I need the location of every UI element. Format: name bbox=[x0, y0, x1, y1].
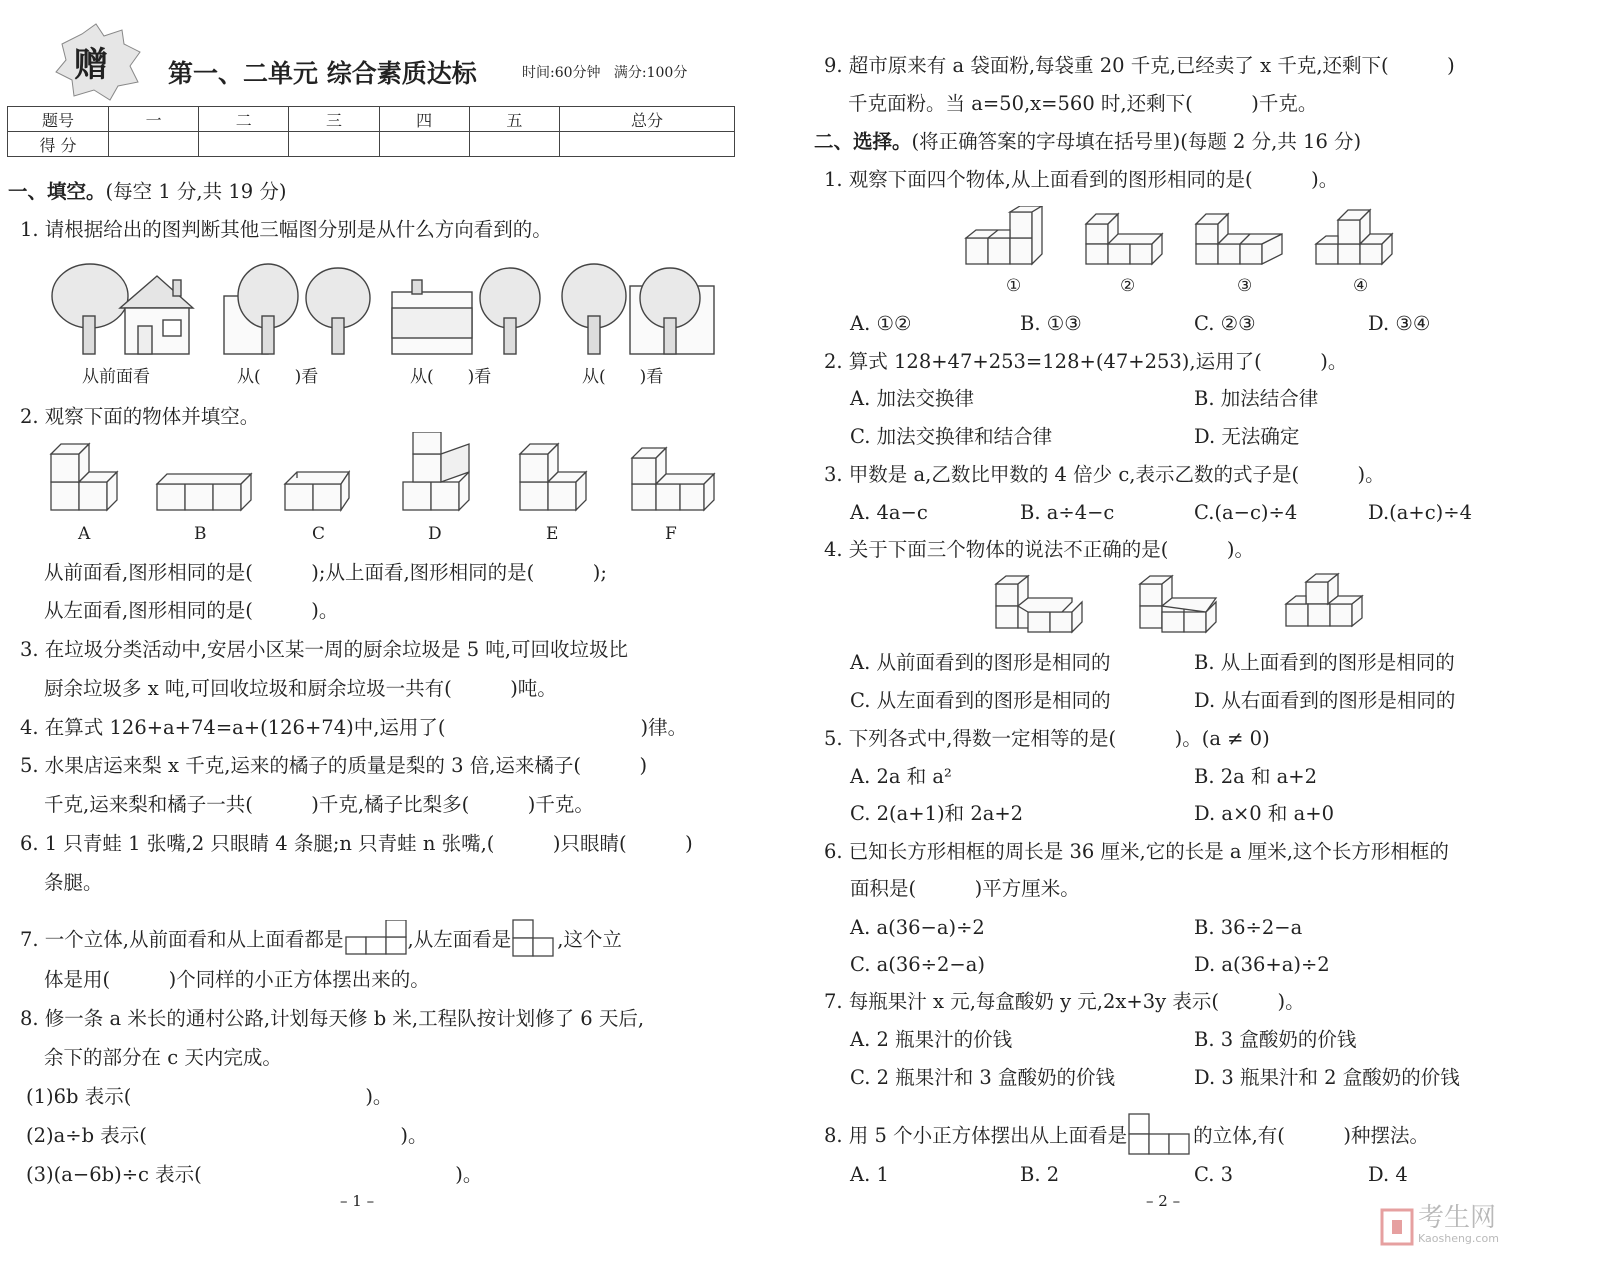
q5-line-1: 5. 水果店运来梨 x 千克,运来的橘子的质量是梨的 3 倍,运来橘子( ) bbox=[20, 754, 648, 777]
q8-line-1: 8. 修一条 a 米长的通村公路,计划每天修 b 米,工程队按计划修了 6 天后, bbox=[20, 1007, 645, 1030]
option[interactable]: D. a(36+a)÷2 bbox=[1194, 953, 1330, 976]
option[interactable]: D. a×0 和 a+0 bbox=[1194, 802, 1334, 825]
score-header-cell: 三 bbox=[289, 107, 379, 132]
option[interactable]: C. a(36÷2−a) bbox=[850, 953, 985, 976]
q7-text-b: ,从左面看是 bbox=[407, 928, 512, 951]
choice-8 bbox=[824, 1112, 1429, 1156]
option[interactable]: B. 2a 和 a+2 bbox=[1194, 765, 1318, 788]
watermark bbox=[1418, 1204, 1499, 1245]
choice-3: 3. 甲数是 a,乙数比甲数的 4 倍少 c,表示乙数的式子是( )。 bbox=[824, 463, 1385, 486]
q8-sub-2: (2)a÷b 表示( )。 bbox=[26, 1124, 428, 1147]
option[interactable]: C. 加法交换律和结合律 bbox=[850, 425, 1053, 448]
q3-line-2: 厨余垃圾多 x 吨,可回收垃圾和厨余垃圾一共有( )吨。 bbox=[44, 677, 557, 700]
option[interactable]: B. 36÷2−a bbox=[1194, 916, 1303, 939]
page-left bbox=[0, 0, 745, 1263]
c1-cube-figures bbox=[960, 206, 1420, 270]
section-2-heading bbox=[814, 129, 1361, 155]
option[interactable]: A. 2 瓶果汁的价钱 bbox=[850, 1028, 1013, 1051]
option[interactable]: B. 加法结合律 bbox=[1194, 387, 1319, 410]
option[interactable]: D. ③④ bbox=[1368, 312, 1431, 335]
option[interactable]: B. 从上面看到的图形是相同的 bbox=[1194, 651, 1455, 674]
q8-sub-1: (1)6b 表示( )。 bbox=[26, 1085, 393, 1108]
q8-line-2: 余下的部分在 c 天内完成。 bbox=[44, 1046, 282, 1069]
option[interactable]: A. 4a−c bbox=[850, 501, 928, 524]
option[interactable]: C. 2 瓶果汁和 3 盒酸奶的价钱 bbox=[850, 1066, 1116, 1089]
score-cell[interactable] bbox=[469, 132, 559, 157]
option[interactable]: D. 4 bbox=[1368, 1163, 1408, 1186]
q1-caption: 从前面看 bbox=[82, 367, 150, 387]
c1-figure-label: ④ bbox=[1353, 276, 1369, 296]
option[interactable]: A. 从前面看到的图形是相同的 bbox=[850, 651, 1111, 674]
score-header-cell: 一 bbox=[109, 107, 199, 132]
score-header-cell: 总分 bbox=[559, 107, 734, 132]
q1-caption: 从( )看 bbox=[410, 367, 492, 387]
section-1-title: 一、填空。 bbox=[8, 180, 106, 203]
exam-full-score: 满分:100分 bbox=[613, 65, 688, 81]
q2-cube-figures bbox=[45, 432, 725, 520]
q8-sub-3: (3)(a−6b)÷c 表示( )。 bbox=[26, 1163, 483, 1186]
q7-left-view-icon bbox=[511, 918, 557, 958]
section-2-title: 二、选择。 bbox=[814, 130, 912, 153]
score-cell[interactable] bbox=[199, 132, 289, 157]
exam-meta bbox=[522, 62, 687, 82]
option[interactable]: C.(a−c)÷4 bbox=[1194, 501, 1298, 524]
q1-scene-figures bbox=[45, 258, 725, 360]
option[interactable]: C. 3 bbox=[1194, 1163, 1234, 1186]
score-header-cell: 四 bbox=[379, 107, 469, 132]
option[interactable]: D.(a+c)÷4 bbox=[1368, 501, 1472, 524]
option[interactable]: B. 2 bbox=[1020, 1163, 1060, 1186]
section-1-note: (每空 1 分,共 19 分) bbox=[105, 180, 287, 203]
option[interactable]: D. 3 瓶果汁和 2 盒酸奶的价钱 bbox=[1194, 1066, 1460, 1089]
q9-line-1: 9. 超市原来有 a 袋面粉,每袋重 20 千克,已经卖了 x 千克,还剩下( ) bbox=[824, 54, 1455, 77]
q7-line-2: 体是用( )个同样的小正方体摆出来的。 bbox=[44, 968, 430, 991]
q7-line-1 bbox=[20, 918, 622, 958]
q5-line-2: 千克,运来梨和橘子一共( )千克,橘子比梨多( )千克。 bbox=[44, 793, 594, 816]
q2-figure-label: C bbox=[312, 524, 326, 544]
watermark-en: Kaosheng.com bbox=[1418, 1232, 1499, 1245]
question-4: 4. 在算式 126+a+74=a+(126+74)中,运用了( )律。 bbox=[20, 716, 688, 739]
page-number: – 2 – bbox=[1146, 1192, 1181, 1210]
option[interactable]: B. ①③ bbox=[1020, 312, 1082, 335]
q9-line-2: 千克面粉。当 a=50,x=560 时,还剩下( )千克。 bbox=[848, 92, 1318, 115]
score-table-row bbox=[8, 132, 735, 157]
option[interactable]: C. 2(a+1)和 2a+2 bbox=[850, 802, 1024, 825]
house-icon bbox=[120, 276, 193, 354]
page-title: 第一、二单元 综合素质达标 bbox=[168, 59, 477, 88]
option[interactable]: A. 加法交换律 bbox=[850, 387, 974, 410]
q7-text-c: ,这个立 bbox=[557, 928, 622, 951]
option[interactable]: B. 3 盒酸奶的价钱 bbox=[1194, 1028, 1357, 1051]
exam-time: 时间:60分钟 bbox=[522, 65, 601, 81]
q2-figure-label: F bbox=[665, 524, 677, 544]
c8-top-view-icon bbox=[1127, 1112, 1193, 1156]
q2-line-2: 从左面看,图形相同的是( )。 bbox=[44, 599, 339, 622]
option[interactable]: D. 无法确定 bbox=[1194, 425, 1300, 448]
score-header-cell: 题号 bbox=[8, 107, 109, 132]
c1-figure-label: ③ bbox=[1237, 276, 1253, 296]
watermark-cn: 考生网 bbox=[1418, 1203, 1497, 1233]
option[interactable]: C. ②③ bbox=[1194, 312, 1256, 335]
choice-1: 1. 观察下面四个物体,从上面看到的图形相同的是( )。 bbox=[824, 168, 1339, 191]
score-table-header bbox=[8, 107, 735, 132]
q2-figure-label: E bbox=[546, 524, 559, 544]
q2-figure-label: D bbox=[428, 524, 442, 544]
gift-badge-icon bbox=[52, 22, 142, 102]
option[interactable]: A. ①② bbox=[850, 312, 912, 335]
score-header-cell: 二 bbox=[199, 107, 289, 132]
score-cell[interactable] bbox=[559, 132, 734, 157]
c6-line-2: 面积是( )平方厘米。 bbox=[850, 877, 1080, 900]
q2-figure-label: A bbox=[78, 524, 91, 544]
question-2: 2. 观察下面的物体并填空。 bbox=[20, 405, 260, 428]
q6-line-2: 条腿。 bbox=[44, 871, 103, 894]
c8-text-a: 8. 用 5 个小正方体摆出从上面看是 bbox=[824, 1124, 1128, 1147]
question-1: 1. 请根据给出的图判断其他三幅图分别是从什么方向看到的。 bbox=[20, 218, 552, 241]
q2-figure-label: B bbox=[194, 524, 207, 544]
score-cell[interactable] bbox=[379, 132, 469, 157]
q6-line-1: 6. 1 只青蛙 1 张嘴,2 只眼睛 4 条腿;n 只青蛙 n 张嘴,( )只眼睛( ) bbox=[20, 832, 693, 855]
c6-line-1: 6. 已知长方形相框的周长是 36 厘米,它的长是 a 厘米,这个长方形相框的 bbox=[824, 840, 1449, 863]
page-right bbox=[810, 0, 1600, 1263]
q2-line-1: 从前面看,图形相同的是( );从上面看,图形相同的是( ); bbox=[44, 561, 607, 584]
badge-text: 赠 bbox=[74, 45, 108, 85]
choice-7: 7. 每瓶果汁 x 元,每盒酸奶 y 元,2x+3y 表示( )。 bbox=[824, 990, 1305, 1013]
watermark-logo-icon bbox=[1380, 1206, 1414, 1246]
option[interactable]: B. a÷4−c bbox=[1020, 501, 1115, 524]
option[interactable]: A. 1 bbox=[850, 1163, 889, 1186]
q1-caption: 从( )看 bbox=[237, 367, 319, 387]
tree-icon bbox=[52, 264, 128, 354]
option[interactable]: A. 2a 和 a² bbox=[850, 765, 952, 788]
q7-text-a: 7. 一个立体,从前面看和从上面看都是 bbox=[20, 928, 344, 951]
choice-4: 4. 关于下面三个物体的说法不正确的是( )。 bbox=[824, 538, 1255, 561]
c4-cube-figures bbox=[990, 572, 1390, 638]
score-cell[interactable] bbox=[109, 132, 199, 157]
c8-text-b: 的立体,有( )种摆法。 bbox=[1193, 1124, 1430, 1147]
section-1-heading bbox=[8, 179, 286, 205]
option[interactable]: A. a(36−a)÷2 bbox=[850, 916, 985, 939]
score-header-cell: 五 bbox=[469, 107, 559, 132]
choice-5: 5. 下列各式中,得数一定相等的是( )。(a ≠ 0) bbox=[824, 727, 1270, 750]
option[interactable]: C. 从左面看到的图形是相同的 bbox=[850, 689, 1111, 712]
q3-line-1: 3. 在垃圾分类活动中,安居小区某一周的厨余垃圾是 5 吨,可回收垃圾比 bbox=[20, 638, 629, 661]
score-row-label: 得 分 bbox=[8, 132, 109, 157]
option[interactable]: D. 从右面看到的图形是相同的 bbox=[1194, 689, 1456, 712]
score-cell[interactable] bbox=[289, 132, 379, 157]
score-table bbox=[7, 106, 735, 157]
section-2-note: (将正确答案的字母填在括号里)(每题 2 分,共 16 分) bbox=[911, 130, 1362, 153]
q1-caption: 从( )看 bbox=[582, 367, 664, 387]
q7-front-top-view-icon bbox=[344, 920, 408, 956]
c1-figure-label: ① bbox=[1006, 276, 1022, 296]
page-number: – 1 – bbox=[340, 1192, 375, 1210]
choice-2: 2. 算式 128+47+253=128+(47+253),运用了( )。 bbox=[824, 350, 1348, 373]
c1-figure-label: ② bbox=[1120, 276, 1136, 296]
